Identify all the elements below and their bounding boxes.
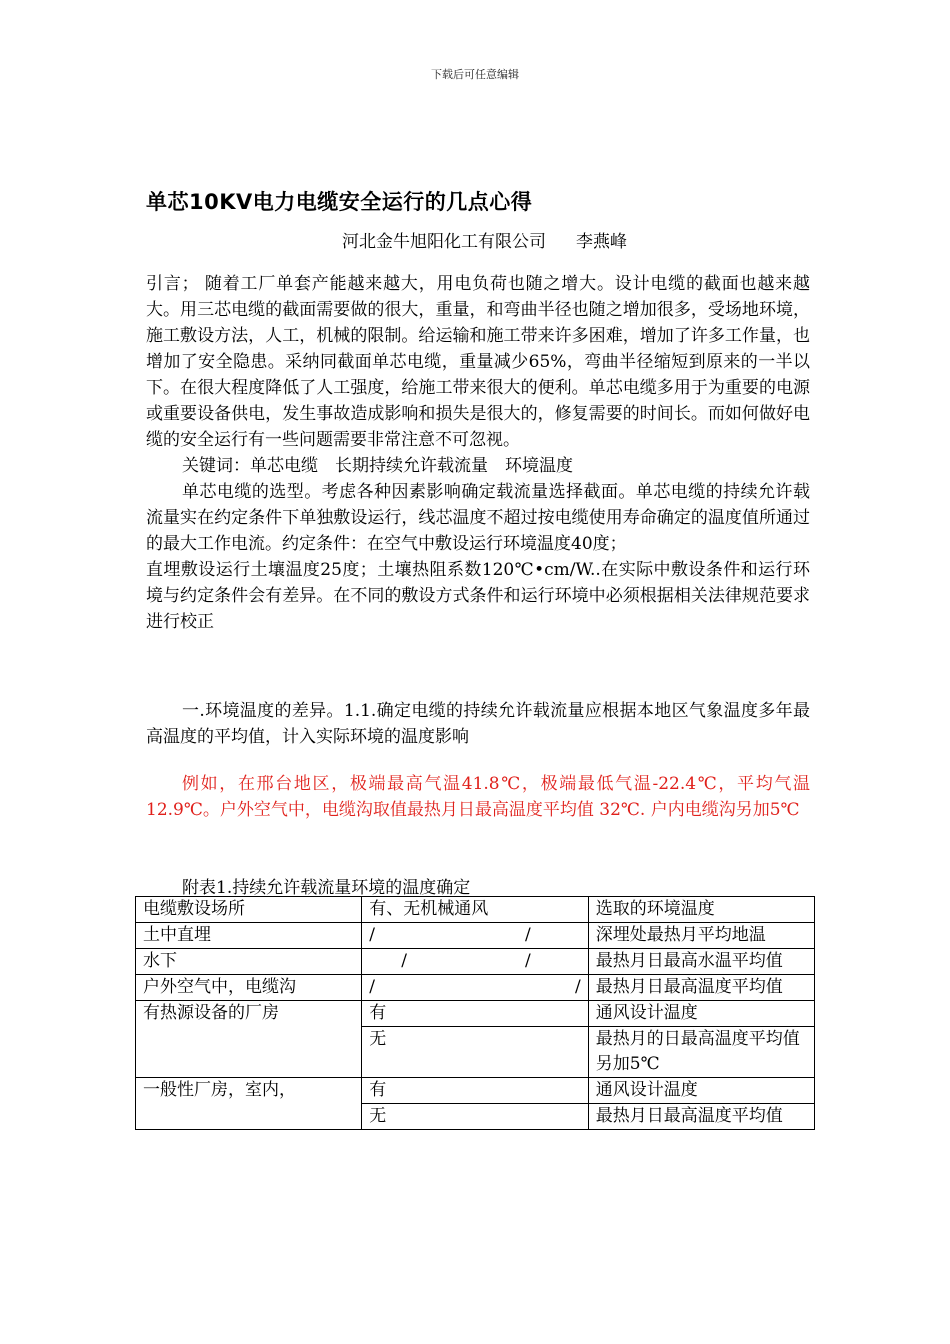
header-cell-ventilation: 有、无机械通风 xyxy=(362,897,589,923)
cell-temperature: 最热月日最高水温平均值 xyxy=(588,949,814,975)
header-cell-place: 电缆敷设场所 xyxy=(136,897,362,923)
cell-place: 一般性厂房，室内， xyxy=(136,1078,362,1130)
slash-mark: / xyxy=(525,951,531,971)
cell-place: 水下 xyxy=(136,949,362,975)
slash-mark: / xyxy=(369,925,375,945)
slash-mark: / xyxy=(369,977,375,997)
example-block xyxy=(146,771,810,823)
author-name: 李燕峰 xyxy=(576,232,627,252)
cell-temperature: 最热月日最高温度平均值 xyxy=(588,1104,814,1130)
cell-ventilation: 有 xyxy=(362,1001,589,1027)
cell-temperature: 通风设计温度 xyxy=(588,1001,814,1027)
intro-block xyxy=(146,271,810,635)
cell-ventilation: 无 xyxy=(362,1104,589,1130)
cell-ventilation xyxy=(362,949,589,975)
intro-paragraph: 引言； 随着工厂单套产能越来越大，用电负荷也随之增大。设计电缆的截面也越来越大。用三芯电缆的截面需要做的很大，重量，和弯曲半径也随之增加很多，受场地环境，施工敷设方法，人工，机械的限制。给运输和施工带来许多困难，增加了许多工作量，也增加了安全隐患。采纳同截面单芯电缆，重量减少65%，弯曲半径缩短到原来的一半以下。在很大程度降低了人工强度，给施工带来很大的便利。单芯电缆多用于为重要的电源或重要设备供电，发生事故造成影响和损失是很大的，修复需要的时间长。而如何做好电缆的安全运行有一些问题需要非常注意不可忽视。 xyxy=(146,274,810,450)
buried-paragraph: 直埋敷设运行土壤温度25度；土壤热阻系数120℃•cm/W..在实际中敷设条件和运行环境与约定条件会有差异。在不同的敷设方式条件和运行环境中必须根据相关法律规范要求进行校正 xyxy=(146,560,810,632)
author-organization: 河北金牛旭阳化工有限公司 xyxy=(342,232,546,252)
cell-ventilation xyxy=(362,975,589,1001)
cell-ventilation: 无 xyxy=(362,1027,589,1078)
header-cell-temperature: 选取的环境温度 xyxy=(588,897,814,923)
cell-place: 土中直埋 xyxy=(136,923,362,949)
table-caption: 附表1.持续允许载流量环境的温度确定 xyxy=(182,878,471,898)
table-row xyxy=(136,1001,815,1027)
selection-paragraph: 单芯电缆的选型。考虑各种因素影响确定载流量选择截面。单芯电缆的持续允许载流量实在约定条件下单独敷设运行，线芯温度不超过按电缆使用寿命确定的温度值所通过的最大工作电流。约定条件：在空气中敷设运行环境温度40度； xyxy=(146,482,810,554)
section-one-paragraph: 一.环境温度的差异。1.1.确定电缆的持续允许载流量应根据本地区气象温度多年最高温度的平均值，计入实际环境的温度影响 xyxy=(146,701,810,747)
section-one-block xyxy=(146,698,810,750)
cell-temperature: 最热月日最高温度平均值 xyxy=(588,975,814,1001)
temperature-table xyxy=(135,896,815,1130)
header-note: 下载后可任意编辑 xyxy=(431,68,519,81)
example-paragraph: 例如，在邢台地区，极端最高气温41.8℃，极端最低气温-22.4℃，平均气温12.9℃。户外空气中，电缆沟取值最热月日最高温度平均值 32℃. 户内电缆沟另加5℃ xyxy=(146,774,810,820)
cell-ventilation xyxy=(362,923,589,949)
table-row xyxy=(136,949,815,975)
table-header-row xyxy=(136,897,815,923)
table-row xyxy=(136,1078,815,1104)
slash-mark: / xyxy=(575,977,581,997)
table-row xyxy=(136,975,815,1001)
cell-ventilation: 有 xyxy=(362,1078,589,1104)
keywords-paragraph: 关键词：单芯电缆 长期持续允许载流量 环境温度 xyxy=(182,456,573,476)
cell-temperature: 最热月的日最高温度平均值另加5℃ xyxy=(588,1027,814,1078)
author-line xyxy=(342,227,657,252)
cell-place: 户外空气中，电缆沟 xyxy=(136,975,362,1001)
slash-mark: / xyxy=(401,951,407,971)
cell-temperature: 通风设计温度 xyxy=(588,1078,814,1104)
cell-place: 有热源设备的厂房 xyxy=(136,1001,362,1078)
slash-mark: / xyxy=(525,925,531,945)
cell-temperature: 深埋处最热月平均地温 xyxy=(588,923,814,949)
table-row xyxy=(136,923,815,949)
page-title: 单芯10KV电力电缆安全运行的几点心得 xyxy=(146,190,533,214)
